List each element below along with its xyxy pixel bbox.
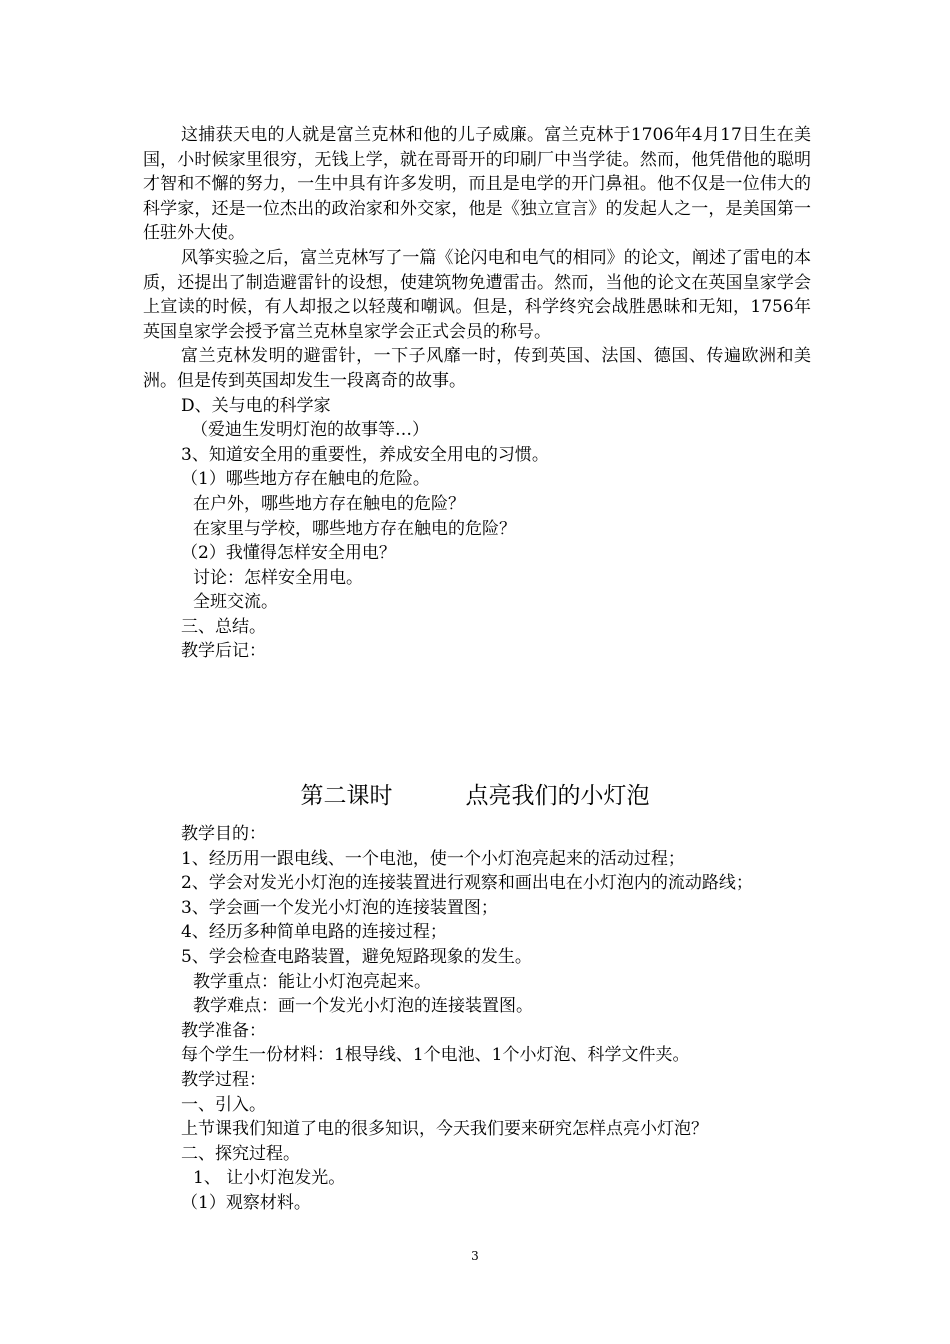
section-two <box>143 822 811 1216</box>
teaching-notes-heading: 教学后记： <box>181 641 266 662</box>
question-how-safe: （2）我懂得怎样安全用电？ <box>181 543 396 564</box>
explore-heading: 二、探究过程。 <box>181 1143 300 1164</box>
objective-item: 2、学会对发光小灯泡的连接装置进行观察和画出电在小灯泡内的流动路线； <box>181 873 753 894</box>
section-one <box>143 123 811 664</box>
key-point: 教学重点：能让小灯泡亮起来。 <box>193 971 431 992</box>
step-1: 1、 让小灯泡发光。 <box>193 1168 346 1189</box>
summary-heading: 三、总结。 <box>181 616 266 637</box>
process-heading: 教学过程： <box>181 1069 266 1090</box>
lesson-title: 第二课时 点亮我们的小灯泡 <box>300 783 650 809</box>
heading-safe-electricity: 3、知道安全用的重要性，养成安全用电的习惯。 <box>181 444 549 465</box>
objective-item: 5、学会检查电路装置，避免短路现象的发生。 <box>181 946 532 967</box>
objective-item: 1、经历用一跟电线、一个电池，使一个小灯泡亮起来的活动过程； <box>181 848 685 869</box>
paragraph-lightning-rod: 富兰克林发明的避雷针，一下子风靡一时，传到英国、法国、德国、传遍欧洲和美洲。但是传到英国却发生一段离奇的故事。 <box>143 346 811 391</box>
objective-item: 3、学会画一个发光小灯泡的连接装置图； <box>181 897 498 918</box>
discussion-line: 讨论：怎样安全用电。 <box>193 567 363 588</box>
intro-text: 上节课我们知道了电的很多知识，今天我们要来研究怎样点亮小灯泡？ <box>181 1119 708 1140</box>
page-number: 3 <box>471 1249 479 1263</box>
heading-scientists: D、关与电的科学家 <box>181 395 331 416</box>
paragraph-kite-experiment: 风筝实验之后，富兰克林写了一篇《论闪电和电气的相同》的论文，阐述了雷电的本质，还提出了制造避雷针的设想，使建筑物免遭雷击。然而，当他的论文在英国皇家学会上宣读的时候，有人却报之以轻蔑和嘲讽。但是，科学终究会战胜愚昧和无知，1756年英国皇家学会授予富兰克林皇家学会正式会员的称号。 <box>143 247 811 342</box>
difficult-point: 教学难点：画一个发光小灯泡的连接装置图。 <box>193 996 533 1017</box>
step-1-1: （1）观察材料。 <box>181 1192 311 1213</box>
question-home-school: 在家里与学校，哪些地方存在触电的危险？ <box>193 518 516 539</box>
question-danger-places: （1）哪些地方存在触电的危险。 <box>181 469 430 490</box>
prep-text: 每个学生一份材料：1根导线、1个电池、1个小灯泡、科学文件夹。 <box>181 1045 690 1066</box>
note-edison-story: （爱迪生发明灯泡的故事等…） <box>191 420 429 441</box>
paragraph-franklin-bio: 这捕获天电的人就是富兰克林和他的儿子威廉。富兰克林于1706年4月17日生在美国，小时候家里很穷，无钱上学，就在哥哥开的印刷厂中当学徒。然而，他凭借他的聪明才智和不懈的努力，一生中具有许多发明，而且是电学的开门鼻祖。他不仅是一位伟大的科学家，还是一位杰出的政治家和外交家，他是《独立宣言》的发起人之一，是美国第一任驻外大使。 <box>143 125 811 244</box>
prep-heading: 教学准备： <box>181 1020 266 1041</box>
question-outdoor: 在户外，哪些地方存在触电的危险？ <box>193 493 465 514</box>
intro-heading: 一、引入。 <box>181 1094 266 1115</box>
objective-item: 4、经历多种简单电路的连接过程； <box>181 922 447 943</box>
objectives-heading: 教学目的： <box>181 824 266 844</box>
class-exchange-line: 全班交流。 <box>193 592 278 613</box>
